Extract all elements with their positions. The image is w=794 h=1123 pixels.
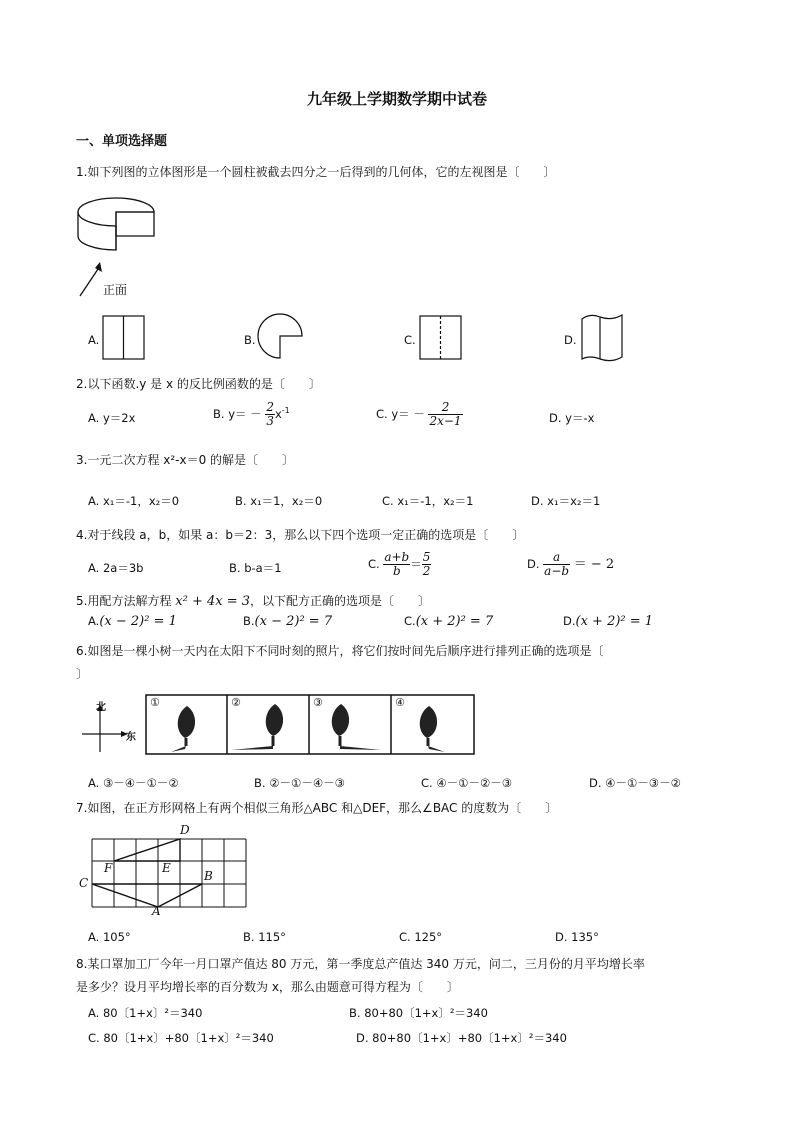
point-d-label: D [180,823,190,837]
question-4-text: 4.对于线段 a，b，如果 a：b＝2：3，那么以下四个选项一定正确的选项是〔 〕 [76,528,525,542]
q5-equation: x² + 4x = 3 [175,594,251,609]
q8-option-b[interactable]: B. 80+80〔1+x〕²＝340 [349,1006,488,1020]
q6-option-b[interactable]: B. ②－①－④－③ [254,776,345,790]
q1-option-c[interactable]: C. [404,333,416,347]
q1-option-c-figure [419,315,463,361]
front-view-label: 正面 [103,283,128,297]
q2-c-prefix: C. y＝ － [376,407,425,421]
tree-photo-strip [145,694,475,756]
q1-option-d[interactable]: D. [564,333,577,347]
q1-option-a[interactable]: A. [88,333,100,347]
q7-grid-figure [92,838,252,910]
q7-option-d[interactable]: D. 135° [555,930,599,944]
point-b-label: B [204,869,213,883]
point-f-label: F [104,861,113,875]
frame-3-label: ③ [313,696,323,709]
question-8-text-line1: 8.某口罩加工厂今年一月口罩产值达 80 万元，第一季度总产值达 340 万元，问二，三月份的月平均增长率 [76,957,645,971]
q4-c-fraction-1: $\frac{a+b}{b}$ [384,550,410,578]
east-label: 东 [126,732,136,743]
q5-option-b[interactable]: B.(x − 2)² = 7 [243,614,333,629]
q4-option-d[interactable]: D. $\frac{a}{a-b}$ ＝ − 2 [527,550,615,578]
q8-option-c[interactable]: C. 80〔1+x〕+80〔1+x〕²＝340 [88,1031,274,1045]
q3-option-d[interactable]: D. x₁＝x₂＝1 [531,494,601,508]
q6-option-a[interactable]: A. ③－④－①－② [88,776,179,790]
q2-option-b[interactable]: B. y＝ － $\frac{2}{3}$ $x^{-1}$ [213,400,290,428]
q5-option-c[interactable]: C.(x + 2)² = 7 [404,614,494,629]
question-7-text: 7.如图，在正方形网格上有两个相似三角形△ABC 和△DEF，那么∠BAC 的度数为〔 〕 [76,801,558,815]
north-label: 北 [96,702,106,713]
question-5-text: 5.用配方法解方程 x² + 4x = 3，以下配方正确的选项是〔 〕 [76,594,431,609]
q2-option-d[interactable]: D. y＝-x [549,411,595,425]
question-6-text-line1: 6.如图是一棵小树一天内在太阳下不同时刻的照片，将它们按时间先后顺序进行排列正确的选项是〔 [76,644,604,658]
q2-option-c[interactable] [376,401,463,428]
q3-option-b[interactable]: B. x₁＝1，x₂＝0 [235,494,323,508]
q6-option-c[interactable]: C. ④－①－②－③ [421,776,513,790]
frame-1-label: ① [150,696,160,709]
q5-option-d[interactable]: D.(x + 2)² = 1 [563,614,654,629]
question-6-text-line2: 〕 [76,667,89,681]
q8-option-d[interactable]: D. 80+80〔1+x〕+80〔1+x〕²＝340 [356,1031,567,1045]
q4-option-b[interactable]: B. b-a＝1 [229,561,282,575]
q1-option-a-figure [102,315,146,361]
q2-c-fraction: $\frac{2}{2x-1}$ [429,400,462,428]
q4-c-fraction-2: $\frac{5}{2}$ [422,550,431,578]
q1-option-d-figure [580,311,626,361]
question-1-text: 1.如下列图的立体图形是一个圆柱被截去四分之一后得到的几何体，它的左视图是〔 〕 [76,165,556,179]
frame-4-label: ④ [395,696,405,709]
frame-2-label: ② [231,696,241,709]
section-heading: 一、单项选择题 [76,134,168,149]
q2-b-fraction: $\frac{2}{3}$ [266,400,274,428]
q7-option-b[interactable]: B. 115° [243,930,286,944]
q4-option-a[interactable]: A. 2a＝3b [88,561,144,575]
question-2-text: 2.以下函数.y 是 x 的反比例函数的是〔 〕 [76,377,321,391]
q4-option-c[interactable]: C. $\frac{a+b}{b}$ ＝ $\frac{5}{2}$ [368,550,431,578]
q8-option-a[interactable]: A. 80〔1+x〕²＝340 [88,1006,203,1020]
q6-option-d[interactable]: D. ④－①－③－② [589,776,681,790]
q1-option-b-figure [258,314,304,360]
point-e-label: E [162,861,171,875]
q3-option-a[interactable]: A. x₁＝-1，x₂＝0 [88,494,180,508]
q5-option-a[interactable]: A.(x − 2)² = 1 [88,614,177,629]
q4-d-fraction: $\frac{a}{a-b}$ [544,550,570,578]
q3-option-c[interactable]: C. x₁＝-1，x₂＝1 [382,494,474,508]
q2-b-prefix: B. y＝ － [213,407,262,421]
question-3-text: 3.一元二次方程 x²-x＝0 的解是〔 〕 [76,453,295,467]
q1-option-b[interactable]: B. [244,333,256,347]
point-a-label: A [152,904,161,918]
question-8-text-line2: 是多少？设月平均增长率的百分数为 x，那么由题意可得方程为〔 〕 [76,980,459,994]
q7-option-a[interactable]: A. 105° [88,930,131,944]
page-title: 九年级上学期数学期中试卷 [306,90,487,108]
point-c-label: C [79,876,89,890]
q2-option-a[interactable]: A. y＝2x [88,411,136,425]
q7-option-c[interactable]: C. 125° [399,930,443,944]
